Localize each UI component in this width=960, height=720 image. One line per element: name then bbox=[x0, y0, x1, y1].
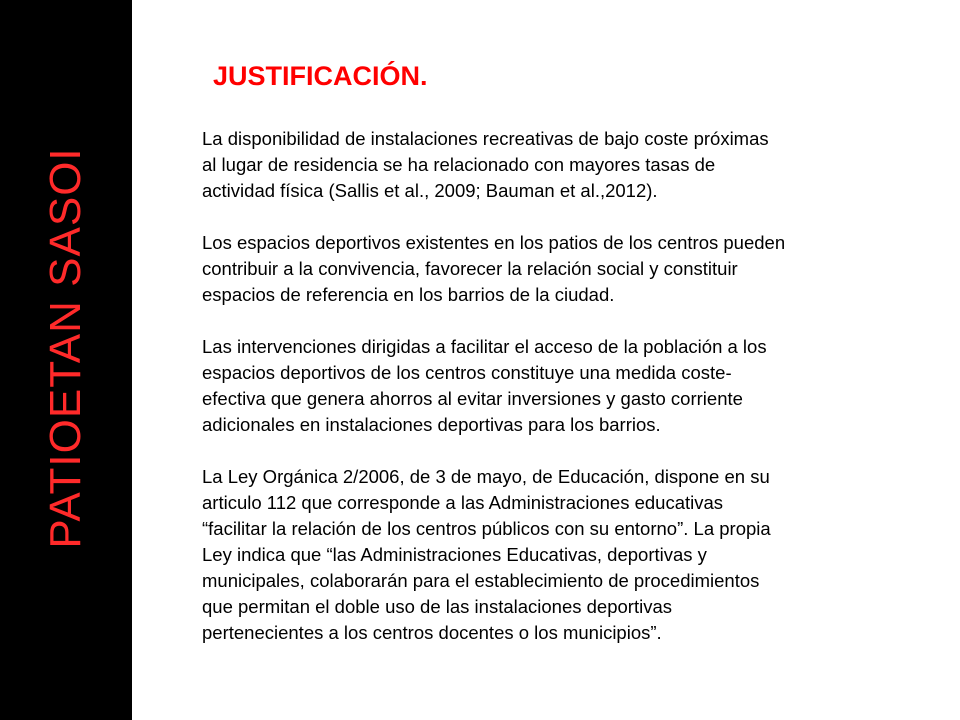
text-line: actividad física (Sallis et al., 2009; Bauman et al.,2012). bbox=[202, 180, 658, 201]
text-line: Los espacios deportivos existentes en los patios de los centros pueden bbox=[202, 232, 786, 253]
text-line: Las intervenciones dirigidas a facilitar el acceso de la población a los bbox=[202, 336, 767, 357]
text-line: adicionales en instalaciones deportivas para los barrios. bbox=[202, 414, 661, 435]
text-line: espacios de referencia en los barrios de la ciudad. bbox=[202, 284, 615, 305]
text-line: pertenecientes a los centros docentes o los municipios”. bbox=[202, 622, 662, 643]
page-title: JUSTIFICACIÓN. bbox=[213, 61, 428, 91]
text-line: articulo 112 que corresponde a las Administraciones educativas bbox=[202, 492, 724, 513]
text-line: Ley indica que “las Administraciones Educativas, deportivas y bbox=[202, 544, 707, 565]
text-line: efectiva que genera ahorros al evitar inversiones y gasto corriente bbox=[202, 388, 743, 409]
paragraph-sports-spaces bbox=[202, 230, 902, 308]
sidebar-panel bbox=[0, 0, 132, 720]
paragraph-facilities bbox=[202, 126, 902, 204]
body-text bbox=[202, 126, 902, 646]
sidebar-title: PATIOETAN SASOI bbox=[41, 147, 90, 549]
text-line: La disponibilidad de instalaciones recreativas de bajo coste próximas bbox=[202, 128, 769, 149]
paragraph-education-law bbox=[202, 464, 902, 646]
text-line: “facilitar la relación de los centros públicos con su entorno”. La propia bbox=[202, 518, 771, 539]
text-line: espacios deportivos de los centros constituye una medida coste- bbox=[202, 362, 732, 383]
text-line: que permitan el doble uso de las instalaciones deportivas bbox=[202, 596, 672, 617]
text-line: al lugar de residencia se ha relacionado con mayores tasas de bbox=[202, 154, 716, 175]
text-line: La Ley Orgánica 2/2006, de 3 de mayo, de Educación, dispone en su bbox=[202, 466, 770, 487]
text-line: municipales, colaborarán para el establecimiento de procedimientos bbox=[202, 570, 760, 591]
paragraph-interventions bbox=[202, 334, 902, 438]
text-line: contribuir a la convivencia, favorecer la relación social y constituir bbox=[202, 258, 738, 279]
